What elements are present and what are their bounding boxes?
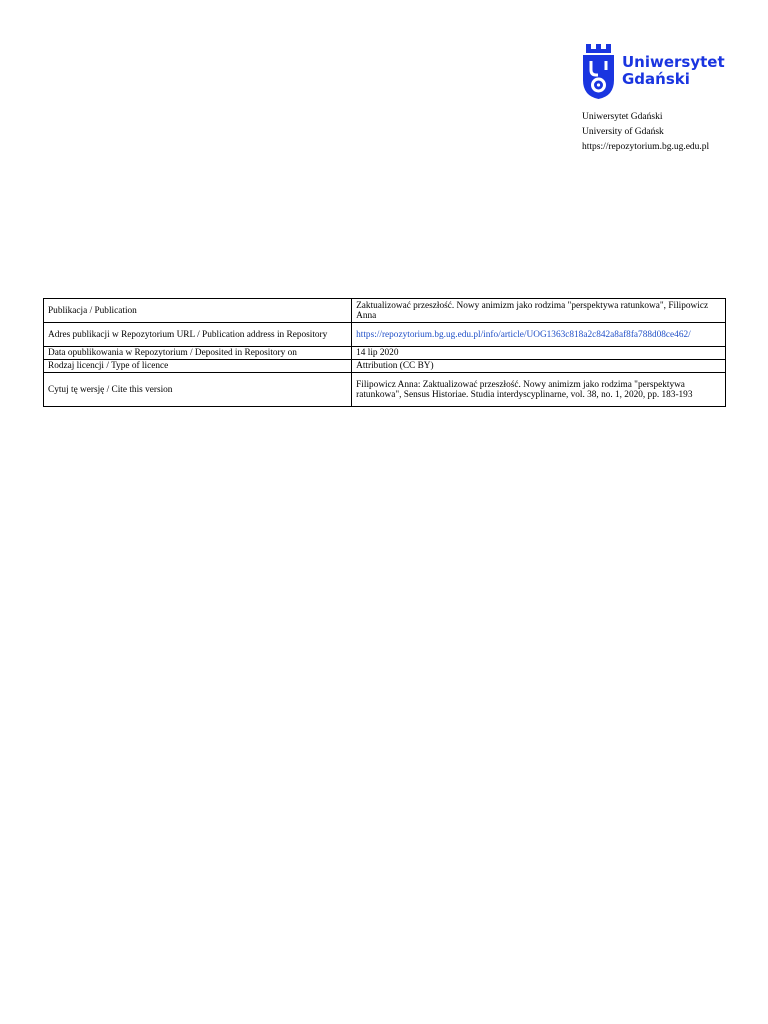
publication-value: Zaktualizować przeszłość. Nowy animizm jako rodzima "perspektywa ratunkowa", Filipowicz Anna [352,299,726,323]
deposited-label: Data opublikowania w Repozytorium / Deposited in Repository on [44,347,352,360]
table-row [44,323,726,347]
publication-metadata-table [43,298,726,407]
shield-icon [582,44,615,100]
table-row [44,373,726,407]
publication-url-link[interactable]: https://repozytorium.bg.ug.edu.pl/info/article/UOG1363c818a2c842a8af8fa788d08ce462/ [356,329,691,340]
address-url: https://repozytorium.bg.ug.edu.pl [582,142,710,152]
table-row [44,360,726,373]
deposited-value: 14 lip 2020 [352,347,726,360]
licence-label: Rodzaj licencji / Type of licence [44,360,352,373]
logo-wordmark-line2: Gdański [622,70,690,88]
address-name-en: University of Gdańsk [582,127,664,137]
publication-address-value [352,323,726,347]
cite-label: Cytuj tę wersję / Cite this version [44,373,352,407]
institution-address [582,110,709,155]
university-logo [582,44,732,102]
cite-value: Filipowicz Anna: Zaktualizować przeszłość. Nowy animizm jako rodzima "perspektywa ratunkowa", Sensus Historiae. Studia interdyscyplinarne, vol. 38, no. 1, 2020, pp. 183-193 [352,373,726,407]
licence-value: Attribution (CC BY) [352,360,726,373]
address-name-pl: Uniwersytet Gdański [582,112,663,122]
logo-wordmark-line1: Uniwersytet [622,53,725,71]
publication-label: Publikacja / Publication [44,299,352,323]
publication-address-label: Adres publikacji w Repozytorium URL / Publication address in Repository [44,323,352,347]
table-row [44,299,726,323]
table-row [44,347,726,360]
